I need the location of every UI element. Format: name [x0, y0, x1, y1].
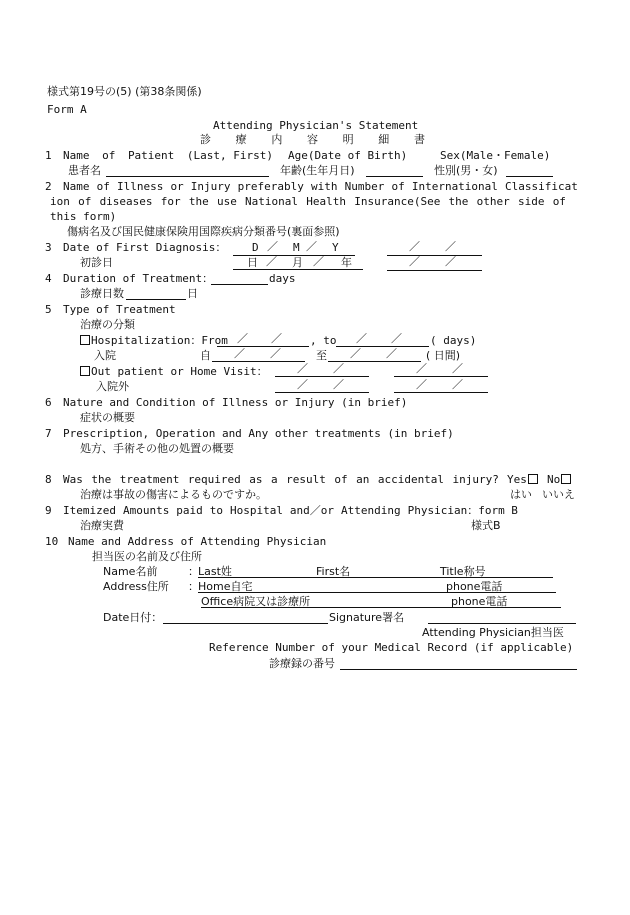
date-slash: ／ — [445, 255, 456, 268]
title-label: Title称号 — [440, 565, 486, 578]
item-2-line-3: this form) — [50, 210, 117, 223]
first-diagnosis-alt-field[interactable] — [387, 242, 482, 256]
no-option[interactable]: No — [547, 474, 572, 485]
attending-physician-label: Attending Physician担当医 — [422, 626, 564, 639]
office-phone-label: phone電話 — [451, 595, 508, 608]
item-3-number: 3 — [45, 241, 52, 254]
physician-label-jp: 担当医の名前及び住所 — [92, 550, 202, 563]
outpatient-checkbox[interactable] — [80, 366, 90, 376]
item-1-sex-label: Sex(Male・Female) — [440, 149, 551, 162]
title-jp: 診 療 内 容 明 細 書 — [200, 133, 425, 146]
physician-label: Name and Address of Attending Physician — [68, 535, 327, 548]
sex-field[interactable] — [506, 176, 553, 177]
date-field[interactable] — [163, 623, 328, 624]
date-slash: ／ — [270, 347, 281, 360]
date-slash: ／ — [271, 332, 282, 345]
condition-label: Nature and Condition of Illness or Injury (in brief) — [63, 396, 408, 409]
date-slash: ／ — [333, 378, 344, 391]
form-label: Form A — [47, 103, 87, 116]
treatment-type-label: Type of Treatment — [63, 303, 176, 316]
day-marker-jp: 日 — [247, 256, 258, 269]
date-slash: ／ — [297, 362, 308, 375]
item-5-number: 5 — [45, 303, 52, 316]
date-slash: ／ — [386, 347, 397, 360]
accidental-injury-question-jp: 治療は事故の傷害によるものですか。 — [80, 488, 267, 501]
treatment-type-label-jp: 治療の分類 — [80, 318, 135, 331]
item-9-number: 9 — [45, 504, 52, 517]
date-slash: ／ — [416, 362, 427, 375]
item-8-number: 8 — [45, 473, 52, 486]
title-en: Attending Physician's Statement — [213, 119, 419, 132]
hospitalization-checkbox[interactable] — [80, 335, 90, 345]
age-field[interactable] — [366, 176, 423, 177]
date-slash: ／ — [333, 362, 344, 375]
sex-label-jp: 性別(男・女) — [434, 164, 498, 177]
condition-label-jp: 症状の概要 — [80, 411, 135, 424]
first-diagnosis-date-field[interactable] — [233, 242, 355, 256]
duration-label: Duration of Treatment： — [63, 272, 214, 285]
no-checkbox[interactable] — [561, 474, 571, 484]
hospitalization-from-field-jp[interactable] — [212, 348, 305, 362]
hospitalization-days: ( days) — [430, 334, 477, 347]
office-label: Office病院又は診療所 — [201, 595, 311, 608]
signature-field[interactable] — [428, 623, 576, 624]
date-slash: ／ — [445, 240, 456, 253]
date-slash: ／ — [409, 255, 420, 268]
outpatient-from-field[interactable] — [275, 363, 369, 377]
item-2-label-jp: 傷病名及び国民健康保険用国際疾病分類番号(裏面参照) — [67, 225, 340, 238]
date-label: Date日付： — [103, 611, 163, 624]
reference-number-label: Reference Number of your Medical Record (if applicable) — [209, 641, 574, 654]
no-label-jp: いいえ — [542, 488, 575, 501]
colon: ： — [188, 565, 199, 578]
hospitalization-to-label-jp: 至 — [316, 349, 327, 362]
outpatient-to-field[interactable] — [394, 363, 488, 377]
physician-name-field[interactable] — [198, 577, 553, 578]
date-slash: ／ — [452, 378, 463, 391]
physician-name-label: Name名前 — [103, 565, 158, 578]
item-4-number: 4 — [45, 272, 52, 285]
date-slash: ／ — [297, 378, 308, 391]
year-marker: Y — [332, 241, 339, 254]
form-number: 様式第19号の(5) (第38条関係) — [47, 85, 202, 98]
duration-unit-jp: 日 — [187, 287, 198, 300]
date-slash: ／ — [234, 347, 245, 360]
day-marker: D — [252, 241, 259, 254]
duration-unit: days — [269, 272, 296, 285]
item-6-number: 6 — [45, 396, 52, 409]
duration-field-jp[interactable] — [126, 299, 186, 300]
outpatient-label-jp: 入院外 — [96, 380, 129, 393]
hospitalization-from-label-jp: 自 — [200, 349, 211, 362]
date-slash: ／ — [267, 240, 278, 253]
home-phone-label: phone電話 — [446, 580, 503, 593]
date-slash: ／ — [391, 332, 402, 345]
date-slash: ／ — [350, 347, 361, 360]
item-7-number: 7 — [45, 427, 52, 440]
home-label: Home自宅 — [198, 580, 253, 593]
last-name-label: Last姓 — [198, 565, 232, 578]
colon: ： — [188, 580, 199, 593]
patient-name-field[interactable] — [106, 176, 269, 177]
form-b-label-jp: 様式B — [471, 519, 501, 532]
date-slash: ／ — [266, 255, 277, 268]
date-slash: ／ — [306, 240, 317, 253]
prescription-label: Prescription, Operation and Any other treatments (in brief) — [63, 427, 454, 440]
date-slash: ／ — [356, 332, 367, 345]
hospitalization-to-label: , to — [310, 334, 337, 347]
date-slash: ／ — [452, 362, 463, 375]
item-2-line-2: ion of diseases for the use National Health Insurance(See the other side of — [50, 195, 566, 208]
outpatient-option[interactable]: Out patient or Home Visit： — [80, 366, 268, 377]
yes-checkbox[interactable] — [528, 474, 538, 484]
home-address-field[interactable] — [198, 592, 556, 593]
yes-option[interactable]: Yes — [507, 474, 539, 485]
year-marker-jp: 年 — [341, 256, 352, 269]
reference-number-field[interactable] — [340, 669, 577, 670]
first-name-label: First名 — [316, 565, 351, 578]
item-2-number: 2 — [45, 180, 52, 193]
date-slash: ／ — [237, 332, 248, 345]
duration-label-jp: 診療日数 — [80, 287, 124, 300]
item-2-line-1: Name of Illness or Injury preferably with Number of International Classificat — [63, 180, 578, 193]
address-label: Address住所 — [103, 580, 169, 593]
date-slash: ／ — [313, 255, 324, 268]
reference-number-label-jp: 診療録の番号 — [269, 657, 335, 670]
signature-label: Signature署名 — [329, 611, 405, 624]
hospitalization-to-field[interactable] — [336, 333, 429, 347]
date-slash: ／ — [416, 378, 427, 391]
item-1-name-label: Name of Patient (Last, First) — [63, 149, 273, 162]
month-marker: M — [293, 241, 300, 254]
first-diagnosis-alt-field-jp[interactable] — [387, 257, 482, 271]
office-address-field[interactable] — [201, 607, 561, 608]
outpatient-from-field-jp[interactable] — [275, 379, 369, 393]
item-1-number: 1 — [45, 149, 52, 162]
first-diagnosis-label-jp: 初診日 — [80, 256, 113, 269]
outpatient-to-field-jp[interactable] — [394, 379, 488, 393]
yes-label-jp: はい — [510, 488, 532, 501]
item-1-age-label: Age(Date of Birth) — [288, 149, 408, 162]
age-label-jp: 年齢(生年月日) — [280, 164, 355, 177]
itemized-amounts-label: Itemized Amounts paid to Hospital and／or Attending Physician：form B — [63, 504, 518, 517]
hospitalization-label-jp: 入院 — [94, 349, 116, 362]
hospitalization-from-field[interactable] — [217, 333, 309, 347]
itemized-amounts-label-jp: 治療実費 — [80, 519, 124, 532]
prescription-label-jp: 処方、手術その他の処置の概要 — [80, 442, 234, 455]
first-diagnosis-label: Date of First Diagnosis： — [63, 241, 227, 254]
first-diagnosis-date-field-jp[interactable] — [233, 257, 363, 270]
hospitalization-to-field-jp[interactable] — [328, 348, 421, 362]
hospitalization-option[interactable]: Hospitalization：From — [80, 335, 228, 346]
hospitalization-days-jp: ( 日間) — [426, 349, 461, 362]
date-slash: ／ — [409, 240, 420, 253]
month-marker-jp: 月 — [292, 256, 303, 269]
patient-name-label-jp: 患者名 — [68, 164, 101, 177]
item-10-number: 10 — [45, 535, 59, 548]
duration-field[interactable] — [211, 284, 268, 285]
accidental-injury-question: Was the treatment required as a result of an accidental injury? — [63, 473, 499, 486]
